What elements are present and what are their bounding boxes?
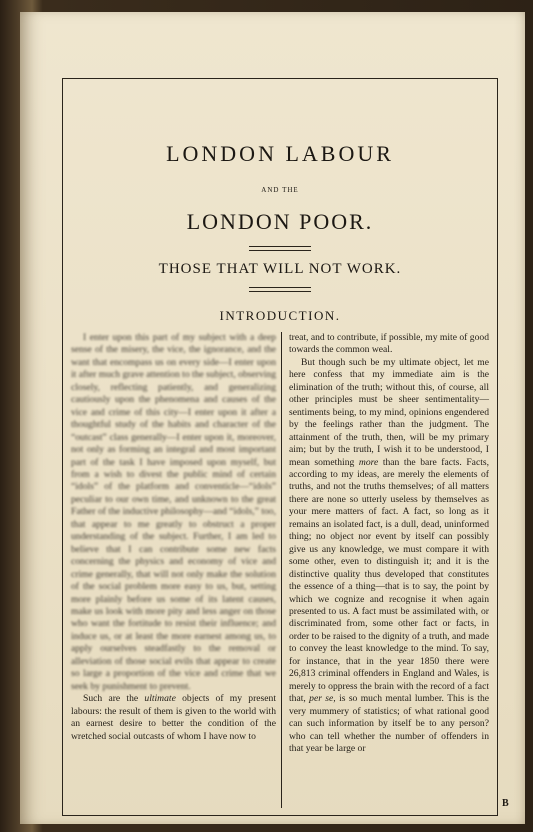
left-paragraph-2: [71, 693, 276, 743]
double-rule-bottom: [249, 287, 311, 292]
left-paragraph-1-text: I enter upon this part of my subject with a deep sense of the misery, the vice, the ignorance, and the want that encompass us on every side—I enter upon it after much grave attention to the subject, observing closely, reflecting patiently, and generalizing cautiously upon the phenomena and causes of the vice and crime of this city—I enter upon it after a thoughtful study of the habits and character of the “outcast” class generally—I enter upon it, moreover, not only as forming an integral and most important part of the task I have imposed upon myself, but from a wish to divest the public mind of certain “idols” of the platform and conventicle—“idols” peculiar to our own time, and unknown to the great Father of the inductive philosophy—and “idols,” too, that appear to me greatly to obstruct a proper understanding of the subject. Further, I am led to believe that I can contribute some new facts concerning the physics and economy of vice and crime generally, that will not only make the solution of the social problem more easy to us, but, setting more plainly before us some of its latent causes, make us look with more pity and less anger on those who want the fortitude to resist their influence; and induce us, or at least the more earnest among us, to apply ourselves steadfastly to the removal or alleviation of those social evils that appear to create so large a proportion of the vice and crime that we seek by punishment to prevent.: [71, 332, 276, 692]
page-frame: [62, 78, 498, 816]
right-paragraph-2-emphasis: more: [358, 456, 379, 468]
right-column: [289, 332, 489, 755]
title-conjunction: AND THE: [261, 186, 299, 194]
column-divider: [281, 332, 282, 808]
signature-mark: B: [502, 798, 509, 809]
left-paragraph-2-text-b: objects of my present labours: the result of them is given to the world with an earnest desire to better the condition of the wretched social outcasts of whom I have now to: [71, 693, 276, 742]
right-paragraph-2: [289, 357, 489, 756]
subheading: INTRODUCTION.: [219, 308, 341, 323]
section-title: THOSE THAT WILL NOT WORK.: [158, 261, 402, 277]
left-paragraph-2-emphasis: ultimate: [144, 693, 176, 705]
right-paragraph-2-text-c: is so much mental lumber. This is the very mummery of statistics; of what rational good can such information by itself be to any person? who can tell whether the number of offenders in that year be large or: [289, 693, 489, 754]
title-line-2: LONDON POOR.: [186, 209, 374, 234]
title-line-1: LONDON LABOUR: [166, 141, 394, 166]
double-rule-top: [249, 246, 311, 251]
right-paragraph-1: treat, and to contribute, if possible, my mite of good towards the common weal.: [289, 332, 489, 356]
right-paragraph-2-text-b: than the bare facts. Facts, according to my ideas, are merely the elements of truths, and not the truths themselves; of all matters there are none so utterly useless by themselves as your mere matters of fact. A fact, so long as it remains an isolated fact, is a dull, dead, uninformed thing; no object nor event by itself can possibly give us any knowledge, we must compare it with some other, even to distinguish it; and it is the distinctive quality thus developed that constitutes the essence of a thing—that is to say, the point by which we cognize and recognise it when again presented to us. A fact must be assimilated with, or discriminated from, some other fact or facts, in order to be raised to the dignity of a truth, and made to convey the least knowledge to the mind. To say, for instance, that in the year 1850 there were 26,813 criminal offenders in England and Wales, is merely to oppress the brain with the record of a fact that,: [289, 456, 489, 705]
right-paragraph-2-emphasis-2: per se,: [309, 693, 336, 705]
left-paragraph-1: [71, 332, 276, 693]
book-page: [20, 12, 525, 824]
right-paragraph-2-text-a: But though such be my ultimate object, let me here confess that my immediate aim is the elimination of the truth; without this, of course, all other principles must be sheer sentimentality—sentiments being, to my mind, opinions engendered by the feelings rather than the judgment. The attainment of the truth, then, will be my primary aim; but by the truth, I wish it to be understood, I mean something: [289, 356, 489, 468]
left-column: [71, 332, 276, 743]
left-paragraph-2-text-a: Such are the: [83, 693, 145, 705]
